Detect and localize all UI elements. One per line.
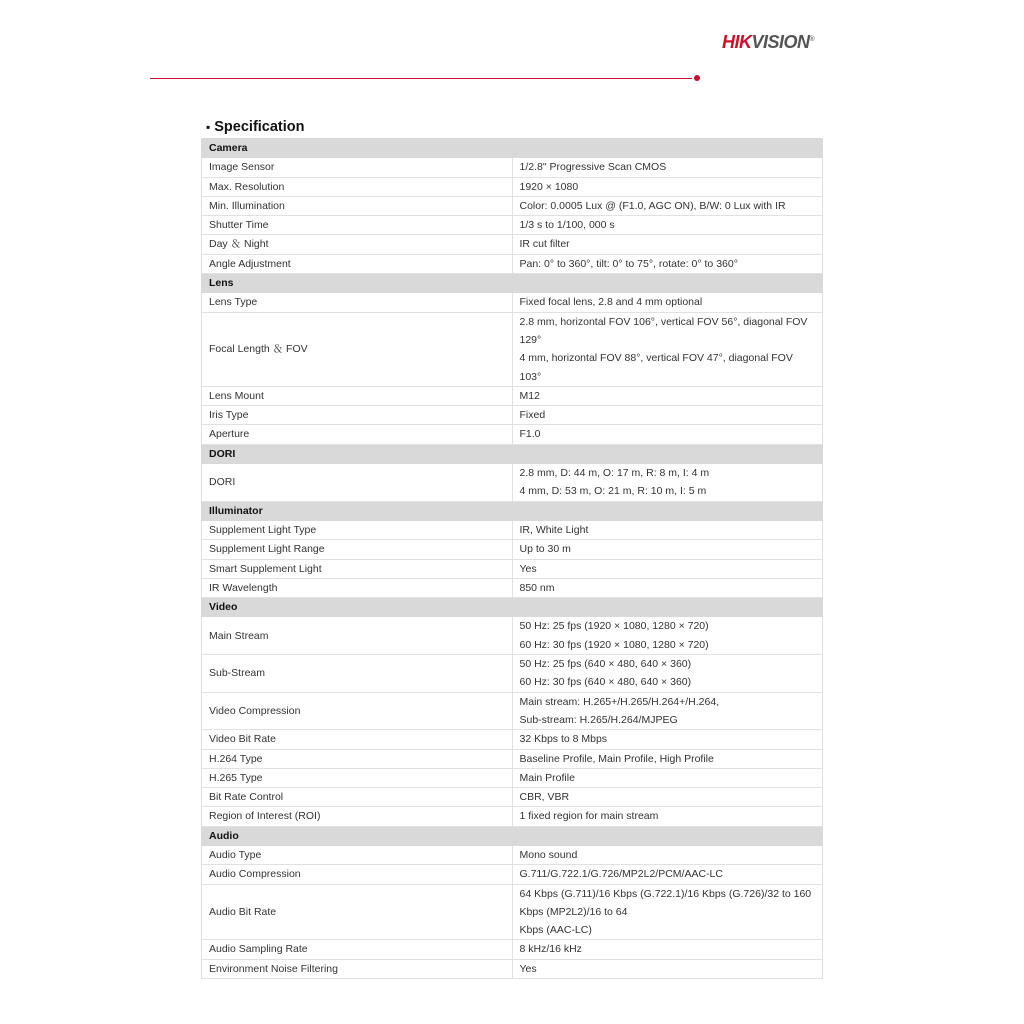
spec-value: [512, 216, 823, 235]
spec-row: [202, 540, 823, 559]
spec-row: [202, 559, 823, 578]
spec-value: [512, 312, 823, 386]
spec-value-line: IR, White Light: [519, 523, 589, 536]
spec-value-line: 4 mm, D: 53 m, O: 21 m, R: 10 m, I: 5 m: [519, 485, 707, 498]
spec-row: [202, 788, 823, 807]
spec-value: [512, 959, 823, 978]
spec-label: H.264 Type: [202, 749, 513, 768]
spec-value-line: 50 Hz: 25 fps (1920 × 1080, 1280 × 720): [519, 620, 709, 633]
spec-row: [202, 845, 823, 864]
spec-value-line: Pan: 0° to 360°, tilt: 0° to 75°, rotate: 0° to 360°: [519, 257, 738, 270]
spec-value-line: Fixed: [519, 409, 546, 422]
spec-value-line: Main Profile: [519, 771, 575, 784]
spec-label: Sub-Stream: [202, 655, 513, 693]
spec-value: [512, 807, 823, 826]
heading-bullet-icon: ▪: [206, 120, 211, 134]
specification-table: [201, 138, 823, 979]
spec-value: [512, 158, 823, 177]
spec-row: [202, 386, 823, 405]
spec-value-line: 1 fixed region for main stream: [519, 810, 659, 823]
spec-value-line: 60 Hz: 30 fps (1920 × 1080, 1280 × 720): [519, 638, 709, 651]
spec-row: [202, 425, 823, 444]
category-header: Illuminator: [202, 501, 823, 520]
spec-row: [202, 158, 823, 177]
spec-value-line: 50 Hz: 25 fps (640 × 480, 640 × 360): [519, 658, 692, 671]
spec-value: [512, 749, 823, 768]
spec-label: Lens Mount: [202, 386, 513, 405]
spec-label: H.265 Type: [202, 768, 513, 787]
spec-value-line: 32 Kbps to 8 Mbps: [519, 733, 608, 746]
spec-label: Iris Type: [202, 406, 513, 425]
spec-label: Focal Length ＆ FOV: [202, 312, 513, 386]
spec-label: Shutter Time: [202, 216, 513, 235]
spec-value: [512, 196, 823, 215]
spec-value-line: 2.8 mm, D: 44 m, O: 17 m, R: 8 m, I: 4 m: [519, 467, 710, 480]
spec-label: Supplement Light Range: [202, 540, 513, 559]
spec-value: [512, 425, 823, 444]
spec-row: [202, 692, 823, 730]
spec-row: [202, 406, 823, 425]
logo-vision: VISION: [751, 32, 810, 52]
section-heading: [206, 119, 305, 135]
spec-value-line: F1.0: [519, 428, 541, 441]
category-header: Lens: [202, 274, 823, 293]
spec-label: Main Stream: [202, 617, 513, 655]
spec-value-line: 4 mm, horizontal FOV 88°, vertical FOV 47°, diagonal FOV 103°: [519, 352, 793, 383]
spec-value-line: 2.8 mm, horizontal FOV 106°, vertical FOV 56°, diagonal FOV 129°: [519, 315, 808, 346]
spec-row: [202, 617, 823, 655]
spec-value-line: Up to 30 m: [519, 543, 571, 556]
spec-value-line: Baseline Profile, Main Profile, High Profile: [519, 752, 714, 765]
spec-value: [512, 406, 823, 425]
category-row: [202, 501, 823, 520]
spec-row: [202, 464, 823, 502]
spec-value: [512, 464, 823, 502]
spec-label: IR Wavelength: [202, 578, 513, 597]
spec-value: [512, 730, 823, 749]
category-row: [202, 444, 823, 463]
spec-value: [512, 692, 823, 730]
spec-row: [202, 578, 823, 597]
spec-row: [202, 865, 823, 884]
spec-label: Supplement Light Type: [202, 520, 513, 539]
spec-value-line: 60 Hz: 30 fps (640 × 480, 640 × 360): [519, 676, 692, 689]
spec-label: Lens Type: [202, 293, 513, 312]
header-divider-dot: [694, 75, 700, 81]
spec-row: [202, 884, 823, 940]
category-row: [202, 598, 823, 617]
spec-value-line: 1/3 s to 1/100, 000 s: [519, 219, 615, 232]
spec-label: Bit Rate Control: [202, 788, 513, 807]
category-header: Camera: [202, 139, 823, 158]
spec-label: Video Bit Rate: [202, 730, 513, 749]
spec-value-line: 64 Kbps (G.711)/16 Kbps (G.722.1)/16 Kbps (G.726)/32 to 160 Kbps (MP2L2)/16 to 64: [519, 887, 812, 918]
spec-value-line: Yes: [519, 562, 537, 575]
spec-value-line: 8 kHz/16 kHz: [519, 943, 582, 956]
spec-value-line: Color: 0.0005 Lux @ (F1.0, AGC ON), B/W: 0 Lux with IR: [519, 199, 786, 212]
spec-label: Smart Supplement Light: [202, 559, 513, 578]
spec-value: [512, 865, 823, 884]
spec-label: Audio Bit Rate: [202, 884, 513, 940]
spec-value: [512, 788, 823, 807]
spec-label: Min. Illumination: [202, 196, 513, 215]
spec-row: [202, 293, 823, 312]
spec-row: [202, 959, 823, 978]
spec-value-line: 1/2.8" Progressive Scan CMOS: [519, 161, 667, 174]
spec-row: [202, 730, 823, 749]
spec-label: Video Compression: [202, 692, 513, 730]
spec-row: [202, 655, 823, 693]
section-title: Specification: [214, 119, 305, 135]
spec-value-line: M12: [519, 389, 540, 402]
spec-value: [512, 578, 823, 597]
spec-value-line: Fixed focal lens, 2.8 and 4 mm optional: [519, 296, 703, 309]
spec-value: [512, 235, 823, 254]
category-row: [202, 274, 823, 293]
spec-value: [512, 655, 823, 693]
spec-label: Environment Noise Filtering: [202, 959, 513, 978]
spec-label: Audio Sampling Rate: [202, 940, 513, 959]
spec-label: Aperture: [202, 425, 513, 444]
spec-value: [512, 177, 823, 196]
spec-row: [202, 749, 823, 768]
spec-row: [202, 940, 823, 959]
spec-row: [202, 235, 823, 254]
spec-value: [512, 520, 823, 539]
specification-table-body: [202, 139, 823, 979]
category-header: Audio: [202, 826, 823, 845]
spec-value: [512, 617, 823, 655]
spec-row: [202, 196, 823, 215]
spec-value-line: G.711/G.722.1/G.726/MP2L2/PCM/AAC-LC: [519, 868, 723, 881]
spec-label: Day ＆ Night: [202, 235, 513, 254]
spec-value: [512, 386, 823, 405]
hikvision-logo: [722, 32, 814, 53]
spec-value: [512, 940, 823, 959]
spec-label: Angle Adjustment: [202, 254, 513, 273]
spec-value: [512, 845, 823, 864]
spec-value-line: Yes: [519, 962, 537, 975]
spec-value: [512, 884, 823, 940]
spec-value-line: Mono sound: [519, 848, 578, 861]
spec-value: [512, 559, 823, 578]
spec-value: [512, 293, 823, 312]
spec-value-line: Main stream: H.265+/H.265/H.264+/H.264,: [519, 695, 720, 708]
spec-row: [202, 768, 823, 787]
spec-label: DORI: [202, 464, 513, 502]
spec-label: Max. Resolution: [202, 177, 513, 196]
spec-value: [512, 768, 823, 787]
spec-value: [512, 254, 823, 273]
spec-row: [202, 807, 823, 826]
spec-row: [202, 254, 823, 273]
spec-label: Audio Compression: [202, 865, 513, 884]
spec-row: [202, 216, 823, 235]
spec-value-line: CBR, VBR: [519, 791, 570, 804]
category-header: Video: [202, 598, 823, 617]
header-divider-line: [150, 78, 692, 79]
spec-label: Image Sensor: [202, 158, 513, 177]
logo-hik: HIK: [722, 32, 752, 52]
registered-mark: ®: [809, 36, 815, 43]
spec-value-line: 1920 × 1080: [519, 180, 579, 193]
spec-value-line: Sub-stream: H.265/H.264/MJPEG: [519, 713, 678, 726]
spec-row: [202, 312, 823, 386]
spec-label: Region of Interest (ROI): [202, 807, 513, 826]
category-row: [202, 826, 823, 845]
spec-value-line: Kbps (AAC-LC): [519, 924, 592, 937]
spec-value-line: 850 nm: [519, 581, 555, 594]
spec-row: [202, 520, 823, 539]
spec-label: Audio Type: [202, 845, 513, 864]
category-header: DORI: [202, 444, 823, 463]
category-row: [202, 139, 823, 158]
spec-value-line: IR cut filter: [519, 238, 570, 251]
spec-value: [512, 540, 823, 559]
spec-row: [202, 177, 823, 196]
